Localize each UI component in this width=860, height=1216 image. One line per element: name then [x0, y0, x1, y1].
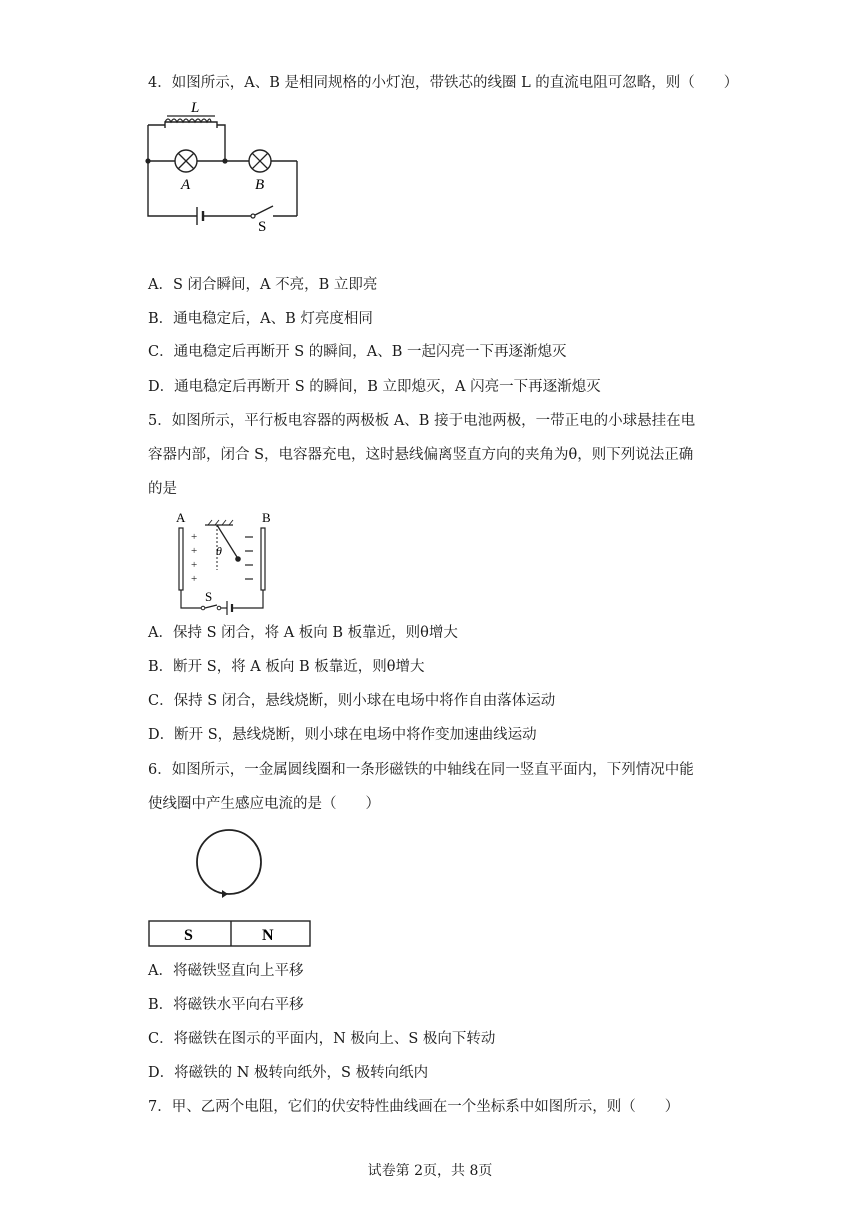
q4-stem: 4．如图所示，A、B 是相同规格的小灯泡，带铁芯的线圈 L 的直流电阻可忽略，则（ ） [148, 75, 739, 91]
lamp-b-icon [249, 150, 271, 172]
q5-stem-line-2: 容器内部，闭合 S，电容器充电，这时悬线偏离竖直方向的夹角为θ，则下列说法正确 [148, 447, 694, 463]
q4-option-a: A．S 闭合瞬间，A 不亮，B 立即亮 [148, 277, 378, 293]
q5-stem-line-1: 5．如图所示，平行板电容器的两极板 A、B 接于电池两极，一带正电的小球悬挂在电 [148, 413, 696, 429]
q6-option-b: B．将磁铁水平向右平移 [148, 997, 304, 1013]
q6-option-d: D．将磁铁的 N 极转向纸外，S 极转向纸内 [148, 1065, 429, 1081]
q5-option-d: D．断开 S，悬线烧断，则小球在电场中将作变加速曲线运动 [148, 727, 537, 743]
lamp-a-icon [175, 150, 197, 172]
bar-magnet-icon [149, 921, 310, 946]
q5-stem-line-3: 的是 [148, 481, 177, 497]
switch-icon [201, 605, 221, 610]
q4-circuit-figure [145, 98, 305, 235]
q6-coil-magnet-figure [148, 826, 318, 951]
page-footer: 试卷第 2页，共 8页 [367, 1163, 493, 1179]
q5-capacitor-figure [165, 508, 295, 608]
q4-option-c: C．通电稳定后再断开 S 的瞬间，A、B 一起闪亮一下再逐渐熄灭 [148, 344, 567, 360]
q5-option-a: A．保持 S 闭合，将 A 板向 B 板靠近，则θ增大 [148, 625, 458, 641]
magnet-pole-n: N [262, 927, 274, 944]
switch-icon [251, 206, 273, 218]
lamp-a-label: A [181, 177, 191, 193]
q6-stem-line-1: 6．如图所示，一金属圆线圈和一条形磁铁的中轴线在同一竖直平面内，下列情况中能 [148, 762, 694, 778]
switch-label: S [205, 589, 213, 604]
coil-label: L [191, 100, 200, 116]
q5-option-b: B．断开 S，将 A 板向 B 板靠近，则θ增大 [148, 659, 425, 675]
q4-option-b: B．通电稳定后，A、B 灯亮度相同 [148, 311, 373, 327]
charged-ball-icon [235, 556, 241, 562]
lamp-b-label: B [255, 177, 265, 193]
q7-stem: 7．甲、乙两个电阻，它们的伏安特性曲线画在一个坐标系中如图所示，则（ ） [148, 1099, 680, 1115]
metal-coil-icon [197, 830, 261, 898]
q5-option-c: C．保持 S 闭合，悬线烧断，则小球在电场中将作自由落体运动 [148, 693, 556, 709]
switch-label: S [258, 219, 267, 235]
svg-text:+: + [191, 531, 198, 543]
svg-text:+: + [191, 559, 198, 571]
svg-text:+: + [191, 545, 198, 557]
q6-option-c: C．将磁铁在图示的平面内，N 极向上、S 极向下转动 [148, 1031, 496, 1047]
q6-option-a: A．将磁铁竖直向上平移 [148, 963, 304, 979]
angle-label: θ [216, 544, 222, 558]
svg-text:+: + [191, 573, 198, 585]
plate-b-label: B [262, 510, 271, 525]
magnet-pole-s: S [184, 927, 193, 944]
plate-a-label: A [176, 510, 186, 525]
battery-icon [227, 601, 232, 615]
q6-stem-line-2: 使线圈中产生感应电流的是（ ） [148, 796, 380, 812]
battery-icon [197, 207, 203, 225]
q4-option-d: D．通电稳定后再断开 S 的瞬间，B 立即熄灭，A 闪亮一下再逐渐熄灭 [148, 379, 601, 395]
